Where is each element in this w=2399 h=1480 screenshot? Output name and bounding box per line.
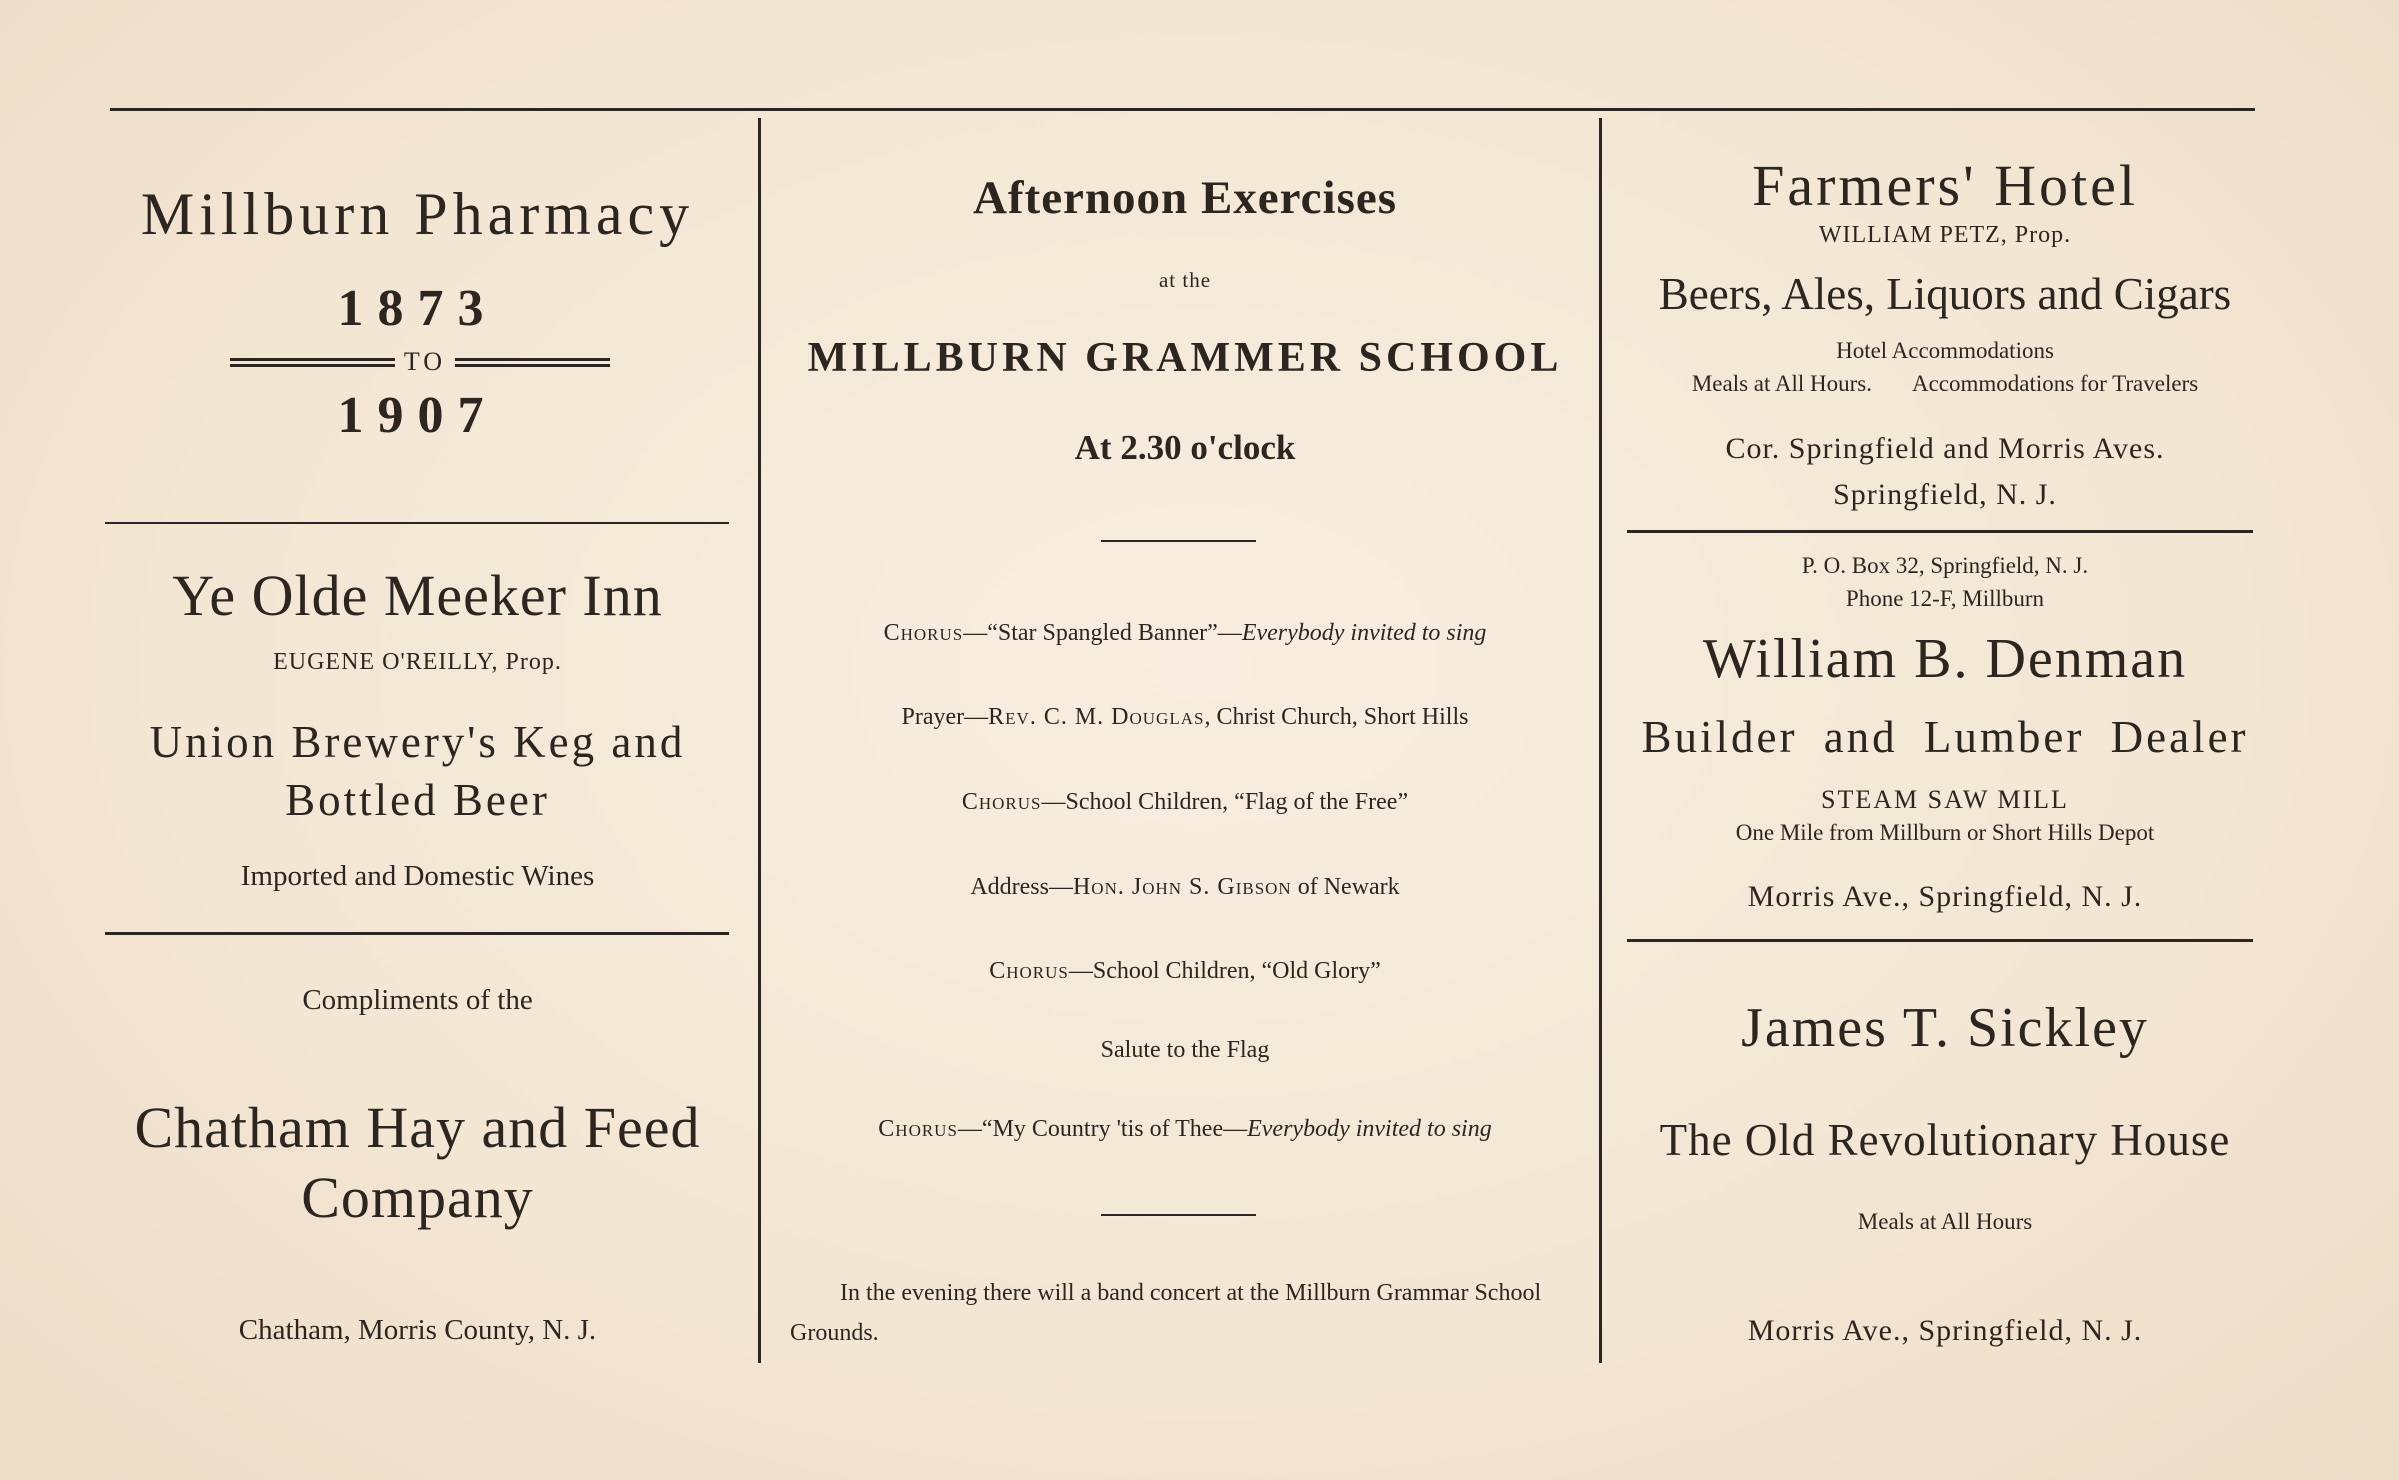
section-rule [105, 932, 729, 935]
program-item-person: Hon. John S. Gibson [1072, 874, 1292, 900]
program-item-text: of Newark [1291, 874, 1400, 900]
program-item-kind: Chorus [883, 620, 964, 646]
program-item-note: Everybody invited to sing [1247, 1116, 1492, 1142]
denman-address: Morris Ave., Springfield, N. J. [1747, 880, 2143, 913]
hotel-accommodations: Hotel Accommodations [1836, 338, 2054, 363]
program-item-kind: Chorus [961, 789, 1042, 815]
hotel-address-line-1: Cor. Springfield and Morris Aves. [1725, 432, 2165, 465]
sickley-name: James T. Sickley [1741, 997, 2149, 1059]
program-item-text: —School Children, “Flag of the Free” [1041, 789, 1409, 815]
program-title: Afternoon Exercises [972, 172, 1398, 224]
hotel-proprietor: WILLIAM PETZ, Prop. [1818, 222, 2072, 248]
hotel-meals-text: Meals at All Hours. [1691, 371, 1872, 396]
program-item-7 [770, 1116, 1600, 1143]
program-item-6 [770, 1037, 1600, 1064]
program-item-2 [770, 704, 1600, 731]
program-item-text: , Christ Church, Short Hills [1204, 704, 1469, 730]
denman-trade: Builder and Lumber Dealer [1641, 712, 2249, 762]
top-rule [110, 108, 2255, 111]
program-item-note: Everybody invited to sing [1241, 620, 1487, 646]
short-rule [1101, 1214, 1256, 1216]
program-item-text: —“Star Spangled Banner”— [963, 620, 1242, 646]
program-item-kind: Chorus [989, 958, 1069, 984]
hay-feed-address: Chatham, Morris County, N. J. [238, 1314, 597, 1346]
hotel-travelers-text: Accommodations for Travelers [1911, 371, 2199, 396]
program-time: At 2.30 o'clock [1074, 428, 1296, 467]
program-item-text: Prayer— [901, 704, 989, 730]
year-divider-right [455, 358, 610, 367]
sickley-house: The Old Revolutionary House [1659, 1115, 2231, 1165]
program-item-text: Salute to the Flag [1100, 1037, 1270, 1063]
inn-name: Ye Olde Meeker Inn [172, 563, 663, 628]
column-divider-right [1599, 118, 1602, 1363]
program-at-the: at the [1158, 268, 1212, 292]
hay-feed-company: Chatham Hay and Feed Company [134, 1095, 701, 1230]
denman-name: William B. Denman [1702, 628, 2188, 690]
sickley-meals: Meals at All Hours [1857, 1209, 2033, 1234]
compliments-text: Compliments of the [302, 984, 533, 1016]
denman-location: One Mile from Millburn or Short Hills Depot [1735, 820, 2155, 845]
hotel-meals [1620, 371, 2270, 397]
pharmacy-year-end: 1907 [337, 387, 498, 444]
short-rule [1101, 540, 1256, 542]
denman-phone: Phone 12-F, Millburn [1845, 586, 2045, 611]
denman-po-box: P. O. Box 32, Springfield, N. J. [1801, 553, 2089, 578]
section-rule [1627, 530, 2253, 533]
program-item-kind: Chorus [878, 1116, 958, 1142]
hotel-address-line-2: Springfield, N. J. [1833, 478, 2057, 511]
section-rule [105, 522, 729, 524]
program-item-person: Rev. C. M. Douglas [988, 704, 1205, 730]
program-item-5 [770, 958, 1600, 985]
hotel-name: Farmers' Hotel [1752, 153, 2138, 218]
program-item-text: Address— [970, 874, 1073, 900]
pharmacy-year-start: 1873 [337, 280, 498, 337]
program-item-4 [770, 874, 1600, 901]
pharmacy-name: Millburn Pharmacy [140, 181, 695, 247]
year-divider-left [230, 358, 395, 367]
denman-saw-mill: STEAM SAW MILL [1821, 785, 2069, 814]
evening-note: In the evening there will a band concert at the Millburn Grammar School Grounds. [790, 1280, 1542, 1346]
section-rule [1627, 939, 2253, 942]
program-item-3 [770, 789, 1600, 816]
program-item-text: —“My Country 'tis of Thee— [957, 1116, 1248, 1142]
inn-proprietor: EUGENE O'REILLY, Prop. [273, 649, 562, 675]
program-venue: MILLBURN GRAMMER SCHOOL [807, 335, 1563, 381]
inn-beer-description: Union Brewery's Keg and Bottled Beer [149, 717, 686, 825]
column-divider-left [758, 118, 761, 1363]
pharmacy-year-to: TO [403, 347, 447, 376]
program-item-1 [770, 620, 1600, 647]
hotel-beverages: Beers, Ales, Liquors and Cigars [1658, 269, 2232, 319]
program-item-text: —School Children, “Old Glory” [1068, 958, 1381, 984]
sickley-address: Morris Ave., Springfield, N. J. [1747, 1314, 2143, 1347]
inn-wines: Imported and Domestic Wines [240, 860, 595, 892]
